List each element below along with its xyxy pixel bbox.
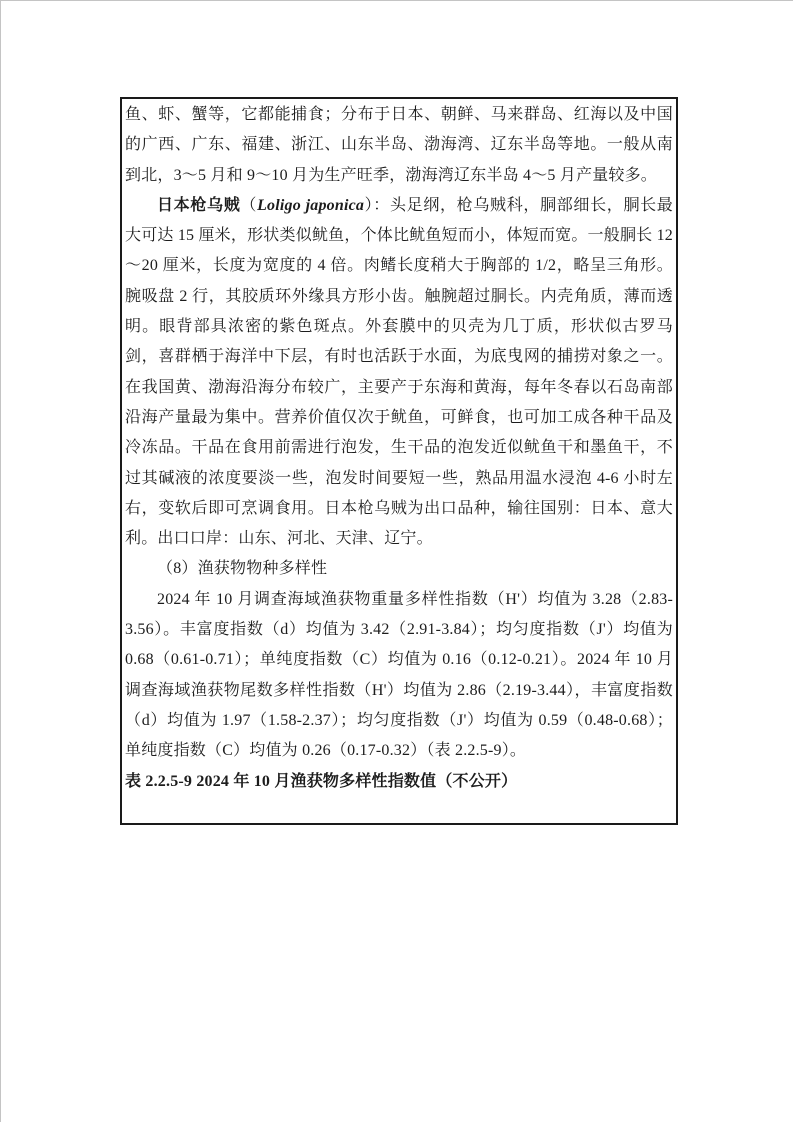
paren-close: ）： [364,196,390,214]
paragraph-diversity-indices: 2024 年 10 月调查海域渔获物重量多样性指数（H'）均值为 3.28（2.83-3.56）。丰富度指数（d）均值为 3.42（2.91-3.84）；均匀度指数（J'）均值为 0.68（0.61-0.71）；单纯度指数（C）均值为 0.16（0.12-0.21）。2024 年 10 月调查海域渔获物尾数多样性指数（H'）均值为 2.86（2.19-3.44），丰富度指数（d）均值为 1.97（1.58-2.37）；均匀度指数（J'）均值为 0.59（0.48-0.68）；单纯度指数（C）均值为 0.26（0.17-0.32）（表 2.2.5-9）。 [125,590,673,760]
paragraph-species-intro-continued: 鱼、虾、蟹等，它都能捕食；分布于日本、朝鲜、马来群岛、红海以及中国的广西、广东、福建、浙江、山东半岛、渤海湾、辽东半岛等地。一般从南到北，3～5 月和 9～10 月为生产旺季，渤海湾辽东半岛 4～5 月产量较多。 [125,106,673,184]
document-text-frame [120,97,678,825]
heading-catch-species-diversity: （8）渔获物物种多样性 [157,560,328,578]
species-name-latin: Loligo japonica [257,196,365,214]
species-name-chinese: 日本枪乌贼 [157,196,241,214]
table-caption: 表 2.2.5-9 2024 年 10 月渔获物多样性指数值（不公开） [125,772,518,790]
paragraph-loligo-japonica [125,191,673,555]
paren-open: （ [240,196,258,214]
species-description-text: 头足纲，枪乌贼科，胴部细长，胴长最大可达 15 厘米，形状类似鱿鱼，个体比鱿鱼短而小，体短而宽。一般胴长 12～20 厘米，长度为宽度的 4 倍。肉鳍长度稍大于胸部的 1/2，略呈三角形。腕吸盘 2 行，其胶质环外缘具方形小齿。触腕超过胴长。内壳角质，薄而透明。眼背部具浓密的紫色斑点。外套膜中的贝壳为几丁质，形状似古罗马剑，喜群栖于海洋中下层，有时也活跃于水面，为底曳网的捕捞对象之一。在我国黄、渤海沿海分布较广，主要产于东海和黄海，每年冬春以石岛南部沿海产量最为集中。营养价值仅次于鱿鱼，可鲜食，也可加工成各种干品及冷冻品。干品在食用前需进行泡发，生干品的泡发近似鱿鱼干和墨鱼干，不过其碱液的浓度要淡一些，泡发时间要短一些，熟品用温水浸泡 4-6 小时左右，变软后即可烹调食用。日本枪乌贼为出口品种，输往国别：日本、意大利。出口口岸：山东、河北、天津、辽宁。 [125,196,674,548]
